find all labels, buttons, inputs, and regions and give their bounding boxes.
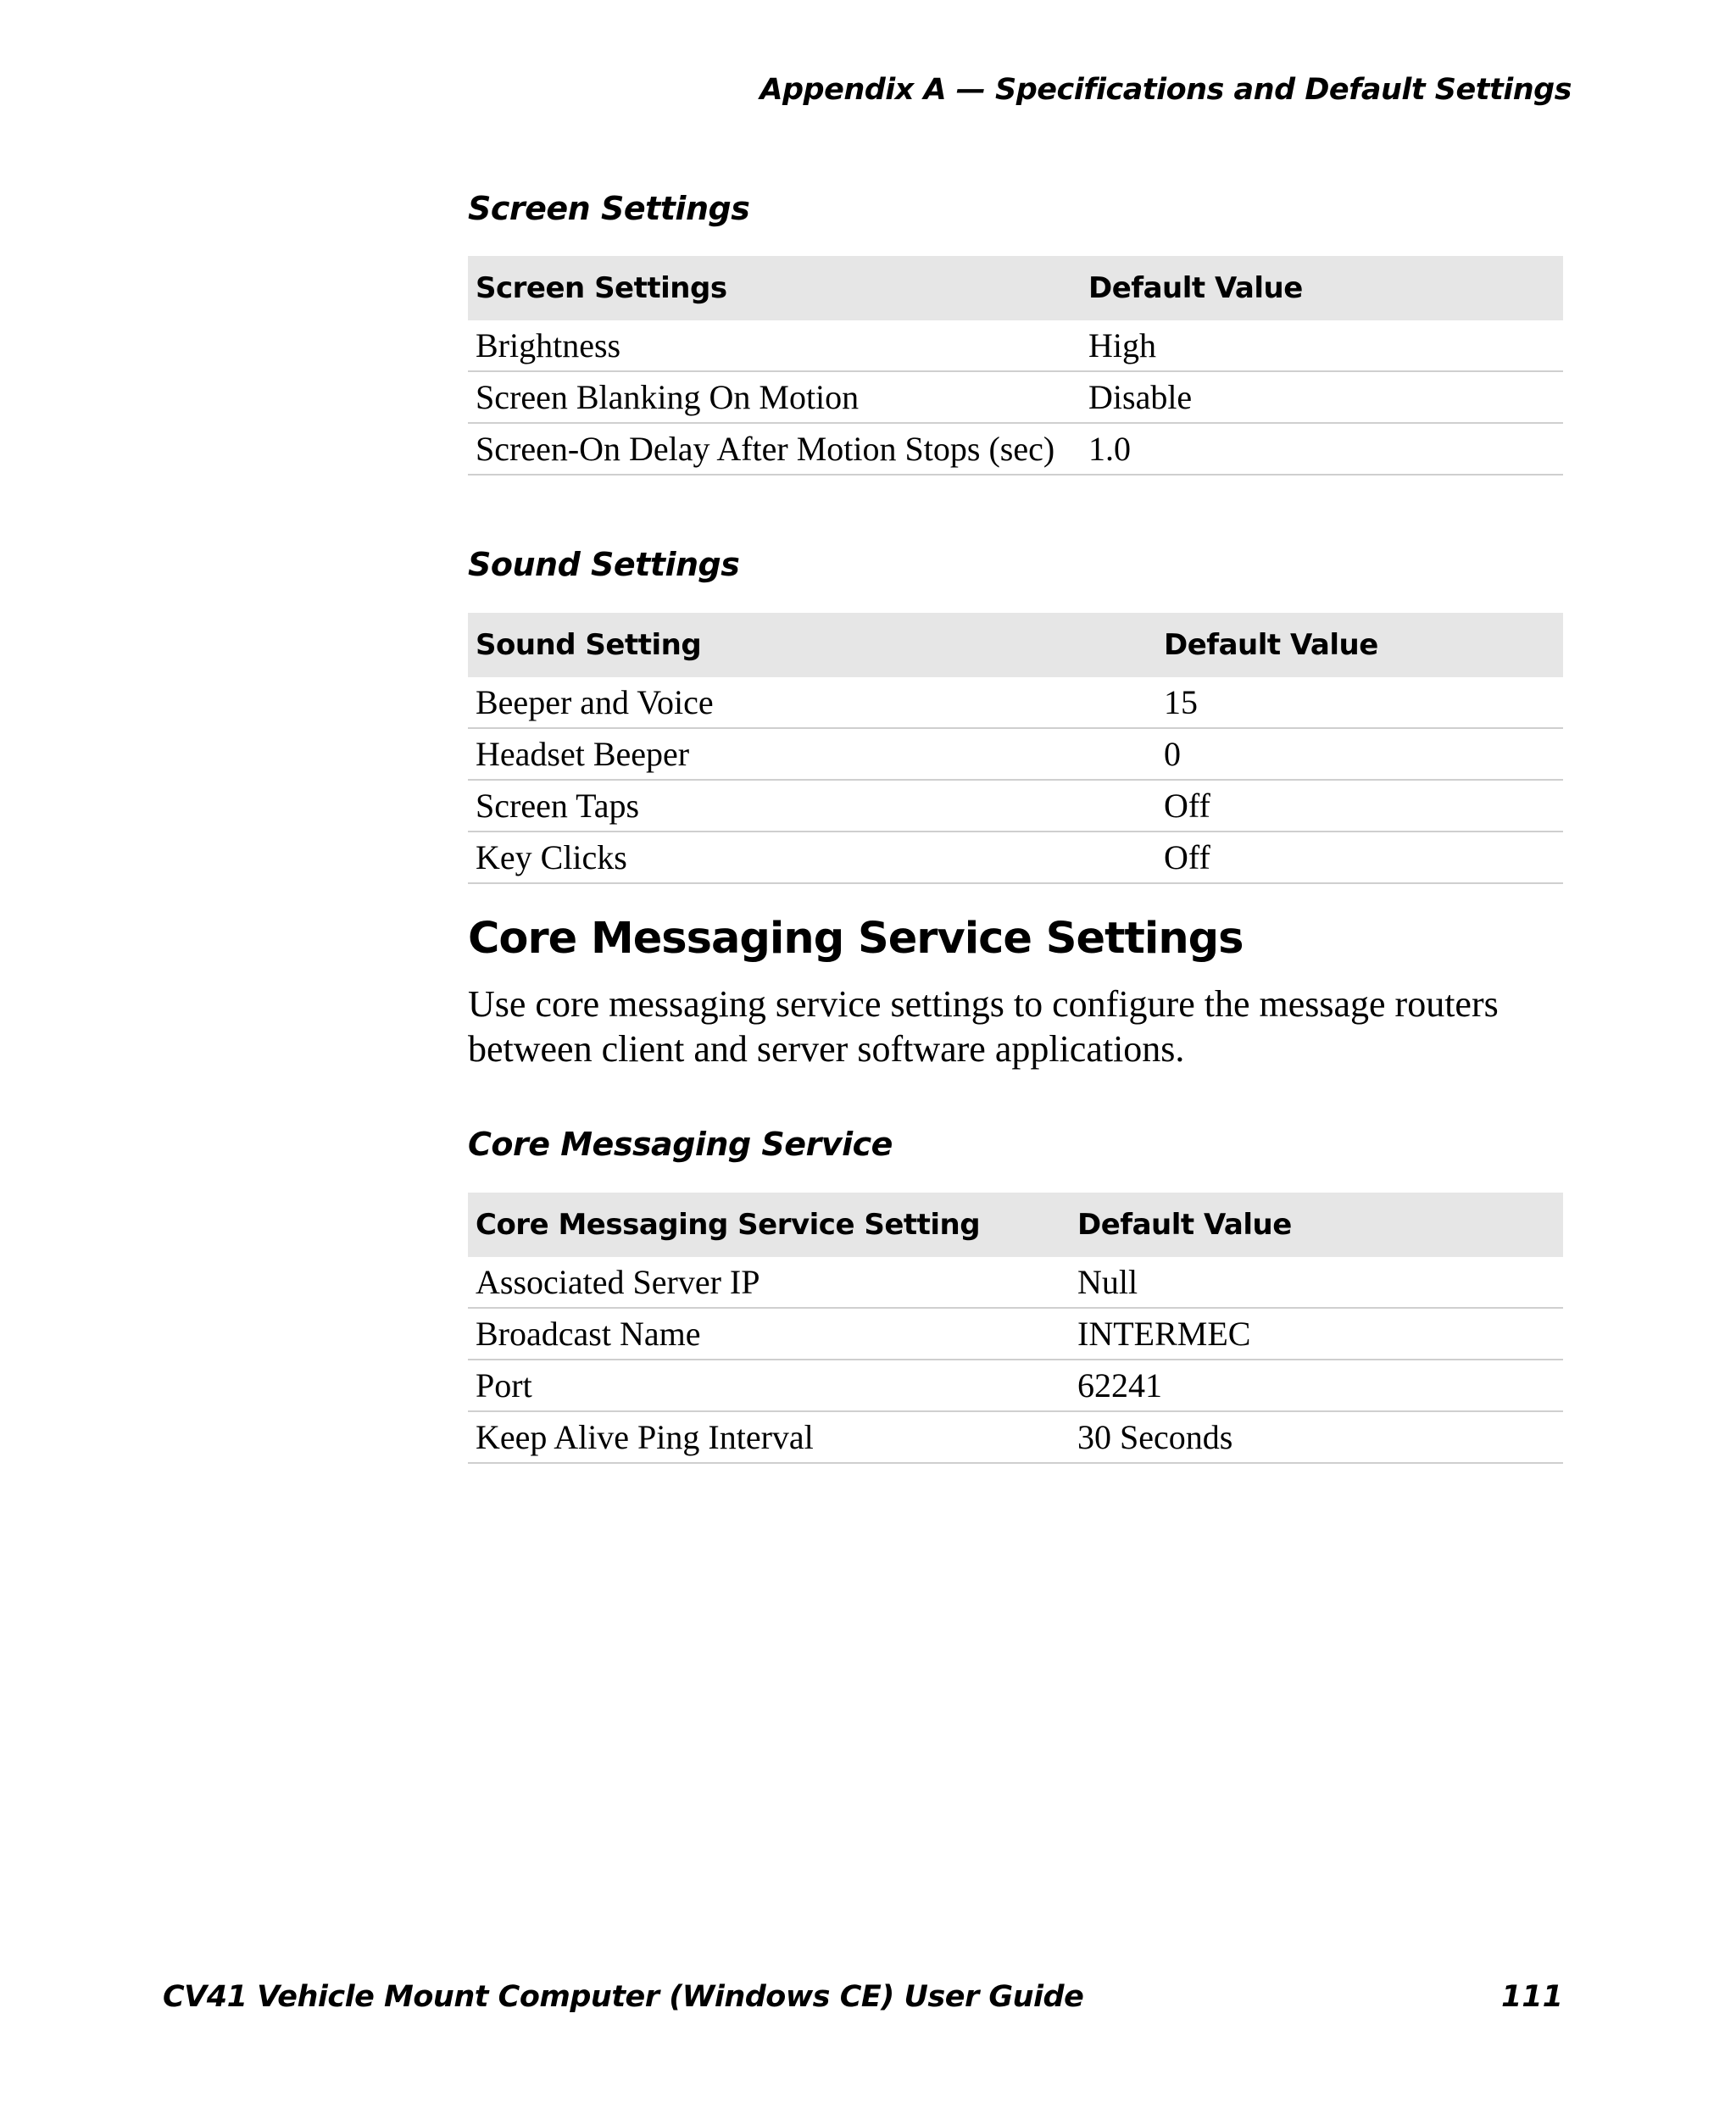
column-header-setting: Sound Setting (468, 613, 1156, 677)
table-header-row (468, 1193, 1563, 1257)
table-row (468, 320, 1563, 371)
default-value: 30 Seconds (1070, 1411, 1563, 1463)
table-row (468, 780, 1563, 832)
table-row (468, 423, 1563, 475)
screen-settings-heading: Screen Settings (468, 190, 750, 227)
running-header: Appendix A — Specifications and Default Settings (760, 73, 1572, 107)
table-row (468, 728, 1563, 780)
column-header-setting: Core Messaging Service Setting (468, 1193, 1070, 1257)
column-header-default-value: Default Value (1070, 1193, 1563, 1257)
default-value: Off (1156, 832, 1563, 883)
table-header-row (468, 613, 1563, 677)
setting-name: Associated Server IP (468, 1257, 1070, 1308)
table-row (468, 832, 1563, 883)
default-value: Off (1156, 780, 1563, 832)
table-row (468, 371, 1563, 423)
setting-name: Brightness (468, 320, 1081, 371)
table-row (468, 677, 1563, 728)
setting-name: Key Clicks (468, 832, 1156, 883)
column-header-default-value: Default Value (1156, 613, 1563, 677)
setting-name: Screen Blanking On Motion (468, 371, 1081, 423)
table-row (468, 1308, 1563, 1360)
table-row (468, 1257, 1563, 1308)
setting-name: Headset Beeper (468, 728, 1156, 780)
core-messaging-table (468, 1193, 1563, 1464)
setting-name: Broadcast Name (468, 1308, 1070, 1360)
core-messaging-heading: Core Messaging Service (468, 1126, 893, 1163)
default-value: Disable (1081, 371, 1563, 423)
default-value: 15 (1156, 677, 1563, 728)
setting-name: Screen-On Delay After Motion Stops (sec) (468, 423, 1081, 475)
setting-name: Screen Taps (468, 780, 1156, 832)
column-header-default-value: Default Value (1081, 256, 1563, 320)
default-value: High (1081, 320, 1563, 371)
default-value: 62241 (1070, 1360, 1563, 1411)
screen-settings-table (468, 256, 1563, 476)
footer-book-title: CV41 Vehicle Mount Computer (Windows CE) User Guide (163, 1980, 1084, 2014)
default-value: 1.0 (1081, 423, 1563, 475)
table-row (468, 1411, 1563, 1463)
default-value: Null (1070, 1257, 1563, 1308)
table-header-row (468, 256, 1563, 320)
sound-settings-table (468, 613, 1563, 884)
section-description: Use core messaging service settings to configure the message routers between client and server software applications. (468, 983, 1499, 1070)
setting-name: Port (468, 1360, 1070, 1411)
setting-name: Keep Alive Ping Interval (468, 1411, 1070, 1463)
setting-name: Beeper and Voice (468, 677, 1156, 728)
section-title: Core Messaging Service Settings (468, 914, 1244, 964)
table-row (468, 1360, 1563, 1411)
page-number: 111 (1500, 1980, 1563, 2014)
sound-settings-heading: Sound Settings (468, 546, 740, 583)
default-value: INTERMEC (1070, 1308, 1563, 1360)
column-header-setting: Screen Settings (468, 256, 1081, 320)
default-value: 0 (1156, 728, 1563, 780)
